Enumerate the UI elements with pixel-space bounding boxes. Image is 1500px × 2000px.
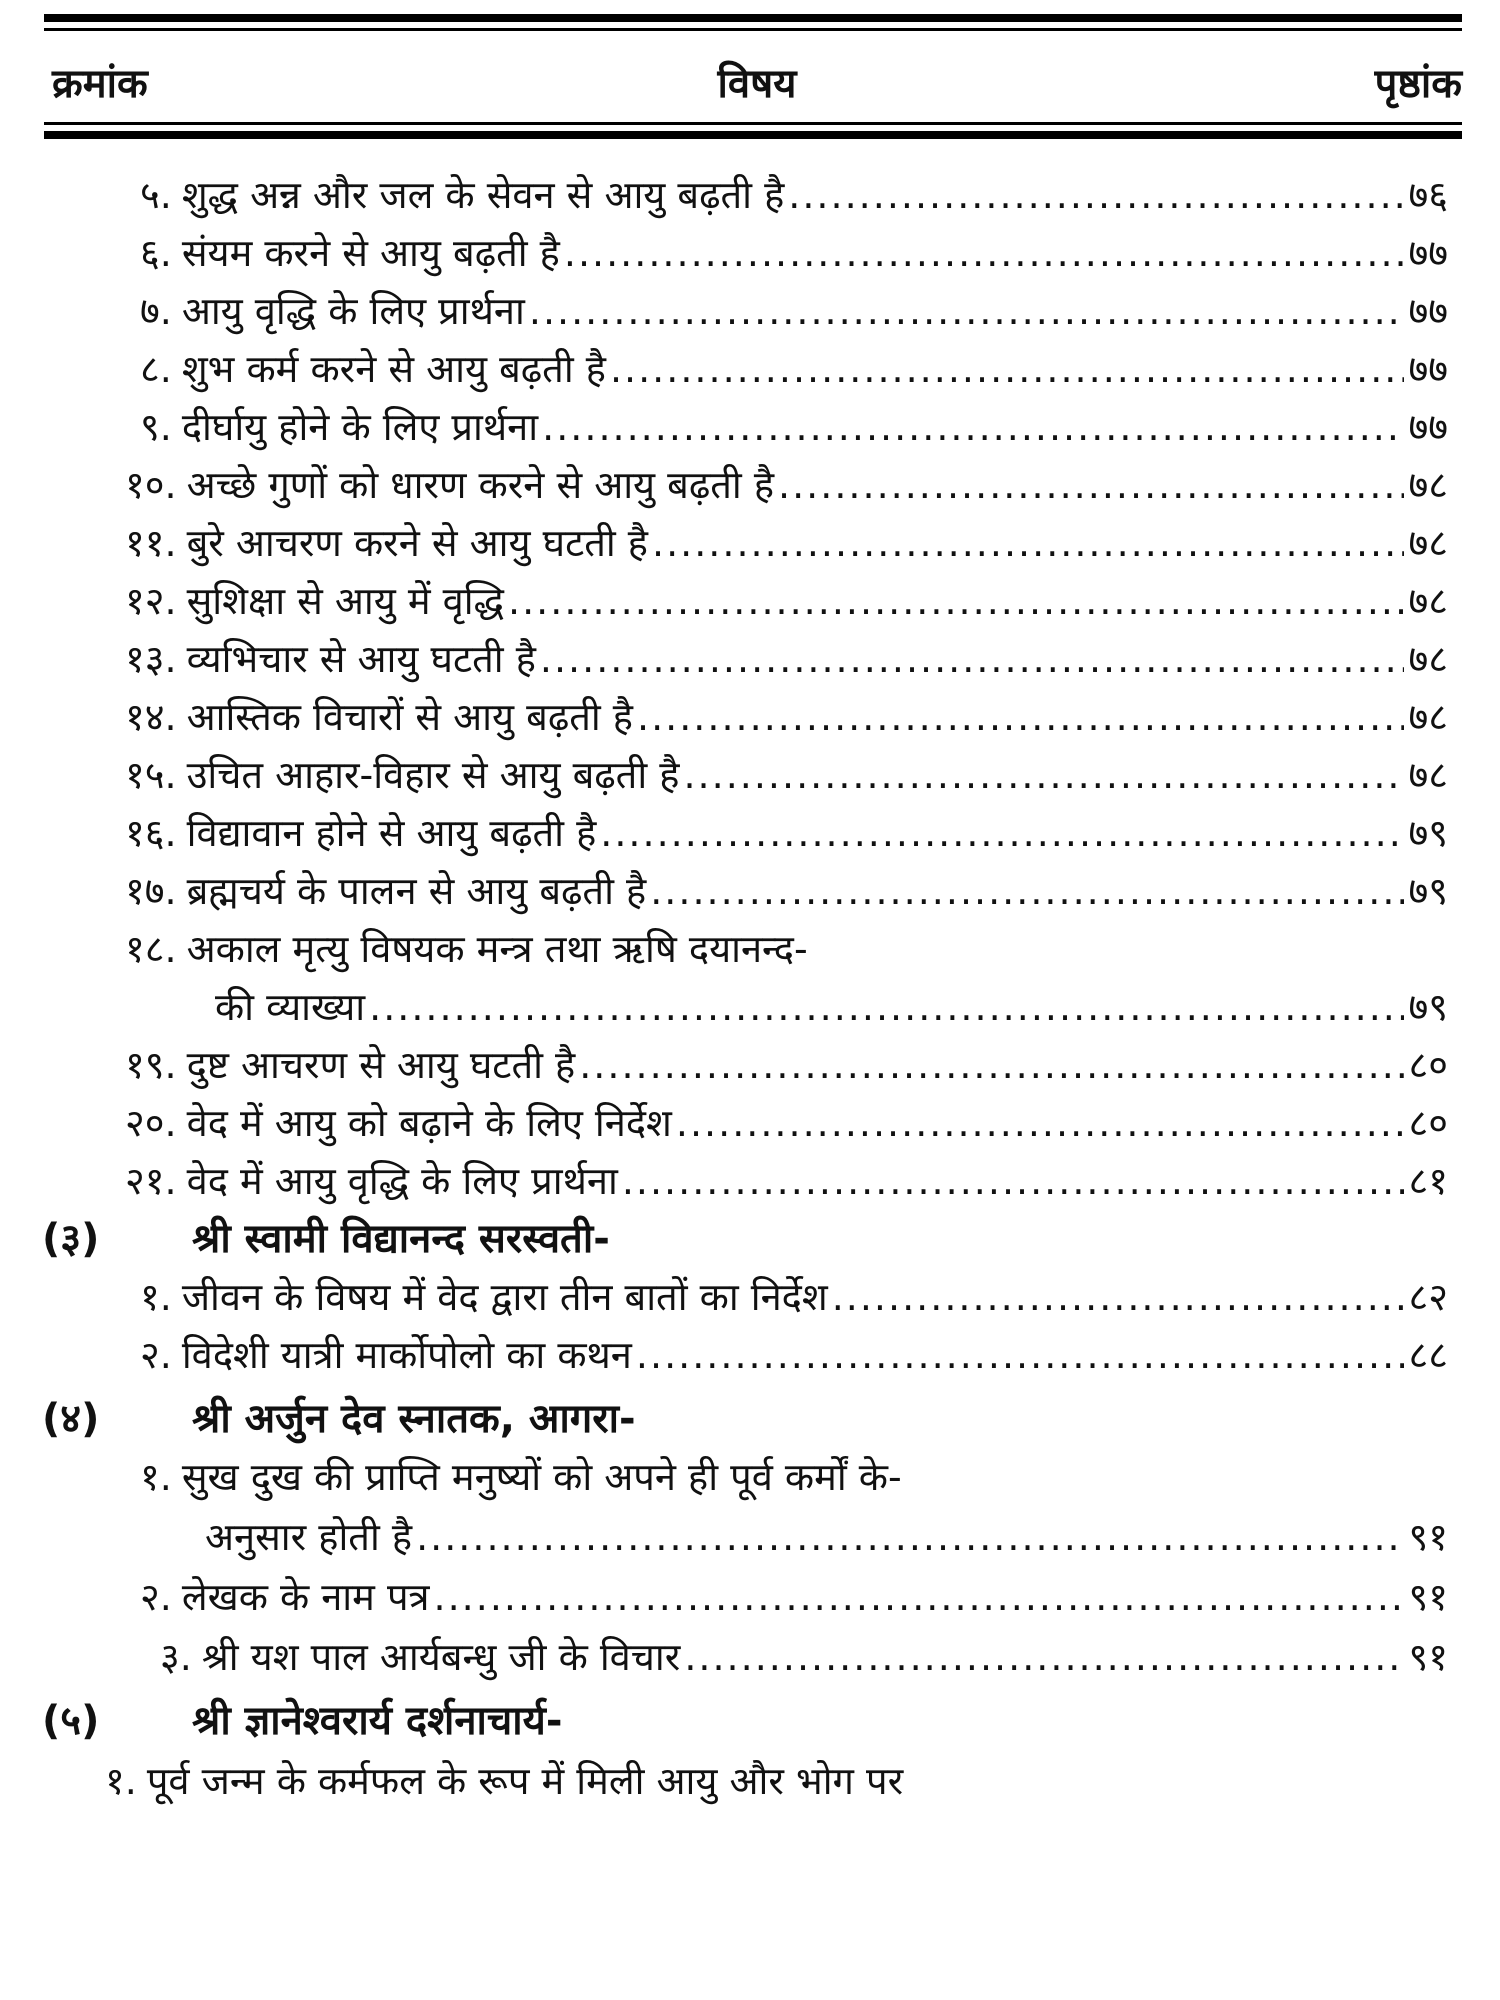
list-item [125,924,1448,974]
entry-page: ७८ [1408,579,1448,623]
entry-title: शुद्ध अन्न और जल के सेवन से आयु बढ़ती है [181,173,785,217]
leader-dots [636,1330,1405,1380]
entry-number: २. [140,1575,172,1619]
entry-number: १०. [125,463,177,507]
entry-page: ८० [1408,1043,1448,1087]
list-item [140,1272,1448,1322]
list-item-continuation [205,1512,1448,1562]
entry-title: अच्छे गुणों को धारण करने से आयु बढ़ती है [186,463,775,507]
leader-dots [650,866,1404,916]
entry-page: ९१ [1408,1575,1448,1619]
leader-dots [788,170,1404,220]
entry-title: वेद में आयु वृद्धि के लिए प्रार्थना [186,1159,618,1203]
entry-number: १४. [125,695,177,739]
list-item [140,1330,1448,1380]
entry-page: ७८ [1408,463,1448,507]
list-item [140,286,1448,336]
entry-page: ८० [1408,1101,1448,1145]
entry-page: ७८ [1408,521,1448,565]
entry-number: २०. [125,1101,177,1145]
section-heading [42,1392,1448,1446]
list-item [140,402,1448,452]
entry-number: १७. [125,869,177,913]
leader-dots [622,1156,1405,1206]
entry-number: १. [105,1759,137,1803]
list-item [125,1098,1448,1148]
leader-dots [832,1272,1405,1322]
section-heading [42,1212,1448,1266]
leader-dots [529,286,1405,336]
entry-page: ७७ [1408,347,1448,391]
list-item [125,808,1448,858]
entry-title: वेद में आयु को बढ़ाने के लिए निर्देश [186,1101,672,1145]
leader-dots [676,1098,1405,1148]
section-title: श्री अर्जुन देव स्नातक, आगरा- [192,1396,636,1442]
entry-title: अकाल मृत्यु विषयक मन्त्र तथा ऋषि दयानन्द- [186,927,808,971]
entry-number: १. [140,1455,172,1499]
entry-number: ९. [140,405,172,449]
entry-page: ७९ [1408,985,1448,1029]
header-page: पृष्ठांक [1374,61,1462,107]
entry-title: आयु वृद्धि के लिए प्रार्थना [181,289,525,333]
list-item-continuation [215,982,1448,1032]
entry-title: बुरे आचरण करने से आयु घटती है [186,521,648,565]
entry-title: पूर्व जन्म के कर्मफल के रूप में मिली आयु और भोग पर [146,1759,904,1803]
leader-dots [579,1040,1404,1090]
entry-number: ८. [140,347,172,391]
entry-title: शुभ कर्म करने से आयु बढ़ती है [181,347,606,391]
entry-number: ११. [125,521,177,565]
section-number: (४) [42,1396,100,1442]
list-item [125,518,1448,568]
list-item [125,692,1448,742]
entry-number: १२. [125,579,177,623]
entry-title: ब्रह्मचर्य के पालन से आयु बढ़ती है [186,869,647,913]
section-number: (३) [42,1216,100,1262]
list-item [125,1156,1448,1206]
list-item [105,1756,1448,1806]
entry-page: ७९ [1408,869,1448,913]
entry-title: श्री यश पाल आर्यबन्धु जी के विचार [201,1635,681,1679]
entry-title: संयम करने से आयु बढ़ती है [181,231,560,275]
entry-title: दीर्घायु होने के लिए प्रार्थना [181,405,539,449]
leader-dots [652,518,1404,568]
list-item [125,866,1448,916]
entry-title-continuation: अनुसार होती है [205,1515,413,1559]
entry-page: ७६ [1408,173,1448,217]
entry-page: ८२ [1408,1275,1448,1319]
entry-page: ७७ [1408,289,1448,333]
leader-dots [369,982,1404,1032]
list-item [125,750,1448,800]
list-item [125,1040,1448,1090]
entry-page: ७९ [1408,811,1448,855]
list-item [125,576,1448,626]
entry-number: १. [140,1275,172,1319]
leader-dots [637,692,1404,742]
section-title: श्री स्वामी विद्यानन्द सरस्वती- [192,1216,610,1262]
list-item [140,228,1448,278]
leader-dots [542,402,1404,452]
entry-page: ९१ [1408,1515,1448,1559]
leader-dots [508,576,1404,626]
header-number: क्रमांक [52,61,148,107]
entry-number: २. [140,1333,172,1377]
leader-dots [540,634,1405,684]
entry-page: ७७ [1408,231,1448,275]
entry-number: ६. [140,231,172,275]
leader-dots [610,344,1405,394]
leader-dots [434,1572,1405,1622]
leader-dots [600,808,1404,858]
entry-page: ८८ [1408,1333,1448,1377]
entry-page: ७८ [1408,695,1448,739]
entry-title: सुशिक्षा से आयु में वृद्धि [186,579,505,623]
list-item [140,170,1448,220]
entry-title: आस्तिक विचारों से आयु बढ़ती है [186,695,633,739]
entry-title: लेखक के नाम पत्र [181,1575,430,1619]
list-item [140,1572,1448,1622]
section-number: (५) [42,1698,100,1744]
list-item [160,1632,1448,1682]
entry-number: २१. [125,1159,177,1203]
entry-number: १६. [125,811,177,855]
leader-dots [683,750,1404,800]
entry-number: ३. [160,1635,192,1679]
entry-number: ७. [140,289,172,333]
entry-number: १३. [125,637,177,681]
list-item [125,460,1448,510]
entry-title: विदेशी यात्री मार्कोपोलो का कथन [181,1333,632,1377]
leader-dots [416,1512,1404,1562]
entry-title: दुष्ट आचरण से आयु घटती है [186,1043,576,1087]
entry-page: ७८ [1408,753,1448,797]
entry-title: जीवन के विषय में वेद द्वारा तीन बातों का निर्देश [181,1275,828,1319]
entry-number: १५. [125,753,177,797]
entry-page: ७७ [1408,405,1448,449]
leader-dots [564,228,1405,278]
entry-title: विद्यावान होने से आयु बढ़ती है [186,811,597,855]
entry-number: ५. [140,173,172,217]
entry-page: ८१ [1408,1159,1448,1203]
section-title: श्री ज्ञानेश्वरार्य दर्शनाचार्य- [192,1698,563,1744]
header-subject: विषय [717,61,797,107]
entry-title: व्यभिचार से आयु घटती है [186,637,536,681]
list-item [125,634,1448,684]
entry-title: सुख दुख की प्राप्ति मनुष्यों को अपने ही पूर्व कर्मों के- [181,1455,902,1499]
leader-dots [778,460,1404,510]
entry-page: ९१ [1408,1635,1448,1679]
entry-title-continuation: की व्याख्या [215,985,366,1029]
entry-page: ७८ [1408,637,1448,681]
section-heading [42,1694,1448,1748]
list-item [140,1452,1448,1502]
entry-title: उचित आहार-विहार से आयु बढ़ती है [186,753,680,797]
entry-number: १८. [125,927,177,971]
leader-dots [684,1632,1404,1682]
entry-number: १९. [125,1043,177,1087]
list-item [140,344,1448,394]
